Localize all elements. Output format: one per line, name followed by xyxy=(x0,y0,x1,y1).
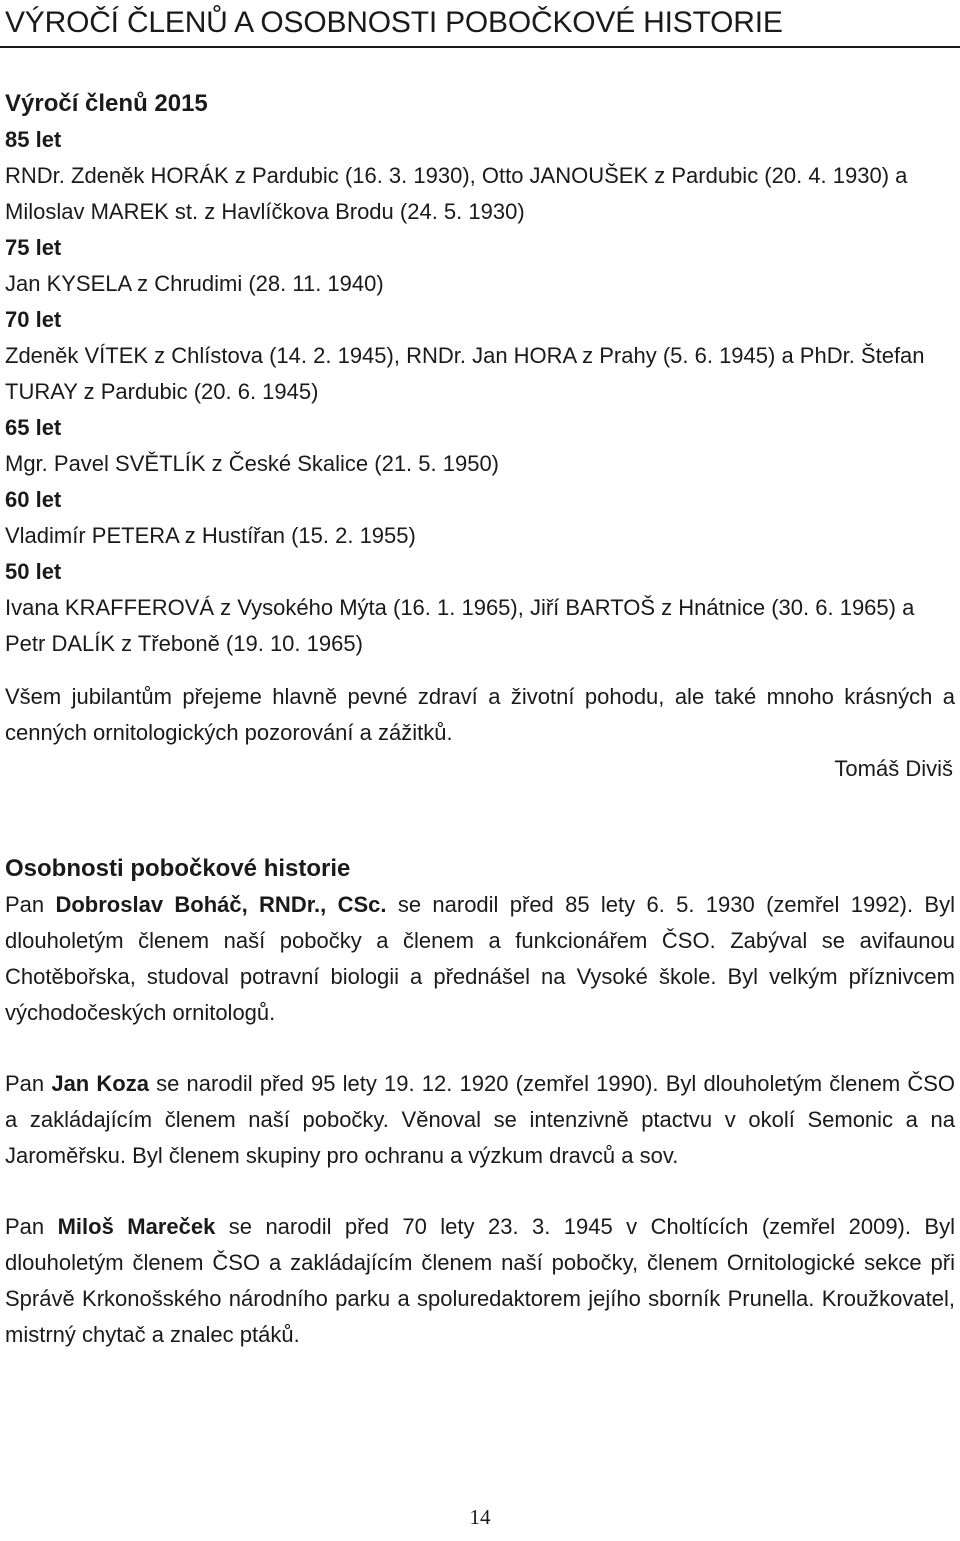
group-label: 60 let xyxy=(5,487,62,512)
anniversary-group xyxy=(5,482,955,554)
group-names: Vladimír PETERA z Hustířan (15. 2. 1955) xyxy=(5,523,416,548)
biography-paragraph xyxy=(5,1209,955,1353)
group-names: Mgr. Pavel SVĚTLÍK z České Skalice (21. 5. 1950) xyxy=(5,451,500,476)
bio-person-name: Dobroslav Boháč, RNDr., CSc. xyxy=(55,892,387,917)
anniversary-group xyxy=(5,230,955,302)
title-rule xyxy=(0,46,960,48)
anniversary-group xyxy=(5,554,955,662)
biography-paragraph xyxy=(5,1066,955,1174)
history-heading: Osobnosti pobočkové historie xyxy=(5,855,351,882)
bio-person-name: Jan Koza xyxy=(51,1071,149,1096)
group-label: 70 let xyxy=(5,307,62,332)
bio-prefix: Pan xyxy=(5,1071,52,1096)
group-label: 50 let xyxy=(5,559,62,584)
anniversary-group xyxy=(5,302,955,410)
bio-text: se narodil před 85 lety 6. 5. 1930 (zemřel 1992). Byl dlouholetým členem naší pobočky a členem a funkcionářem ČSO. Zabýval se avifaunou Chotěbořska, studoval potravní biologii a přednášel na Vysoké škole. Byl velkým příznivcem východočeských ornitologů. xyxy=(5,892,955,1025)
signature: Tomáš Diviš xyxy=(834,756,953,781)
page-title: VÝROČÍ ČLENŮ A OSOBNOSTI POBOČKOVÉ HISTORIE xyxy=(5,6,783,39)
page-number: 14 xyxy=(469,1505,491,1529)
biography-paragraph xyxy=(5,887,955,1031)
bio-prefix: Pan xyxy=(5,1214,58,1239)
group-names: RNDr. Zdeněk HORÁK z Pardubic (16. 3. 1930), Otto JANOUŠEK z Pardubic (20. 4. 1930) a Miloslav MAREK st. z Havlíčkova Brodu (24. 5. 1930) xyxy=(5,163,908,224)
anniversary-group xyxy=(5,410,955,482)
group-names: Zdeněk VÍTEK z Chlístova (14. 2. 1945), RNDr. Jan HORA z Prahy (5. 6. 1945) a PhDr. Štefan TURAY z Pardubic (20. 6. 1945) xyxy=(5,343,925,404)
anniversaries-heading: Výročí členů 2015 xyxy=(5,90,208,117)
group-names: Ivana KRAFFEROVÁ z Vysokého Mýta (16. 1. 1965), Jiří BARTOŠ z Hnátnice (30. 6. 1965) a Petr DALÍK z Třeboně (19. 10. 1965) xyxy=(5,595,915,656)
bio-text: se narodil před 95 lety 19. 12. 1920 (zemřel 1990). Byl dlouholetým členem ČSO a zakládajícím členem naší pobočky. Věnoval se intenzivně ptactvu v okolí Semonic a na Jaroměřsku. Byl členem skupiny pro ochranu a výzkum dravců a sov. xyxy=(5,1071,955,1168)
wishes-paragraph: Všem jubilantům přejeme hlavně pevné zdraví a životní pohodu, ale také mnoho krásných a cenných ornitologických pozorování a zážitků. xyxy=(5,684,955,745)
bio-text: se narodil před 70 lety 23. 3. 1945 v Choltících (zemřel 2009). Byl dlouholetým členem ČSO a zakládajícím členem naší pobočky, členem Ornitologické sekce při Správě Krkonošského národního parku a spoluredaktorem jejího sborník Prunella. Kroužkovatel, mistrný chytač a znalec ptáků. xyxy=(5,1214,955,1347)
bio-prefix: Pan xyxy=(5,892,56,917)
history-section xyxy=(5,851,955,1353)
group-names: Jan KYSELA z Chrudimi (28. 11. 1940) xyxy=(5,271,384,296)
bio-person-name: Miloš Mareček xyxy=(57,1214,216,1239)
group-label: 75 let xyxy=(5,235,62,260)
document-body xyxy=(5,86,955,1353)
anniversary-group xyxy=(5,122,955,230)
anniversaries-section xyxy=(5,86,955,787)
group-label: 85 let xyxy=(5,127,62,152)
group-label: 65 let xyxy=(5,415,62,440)
